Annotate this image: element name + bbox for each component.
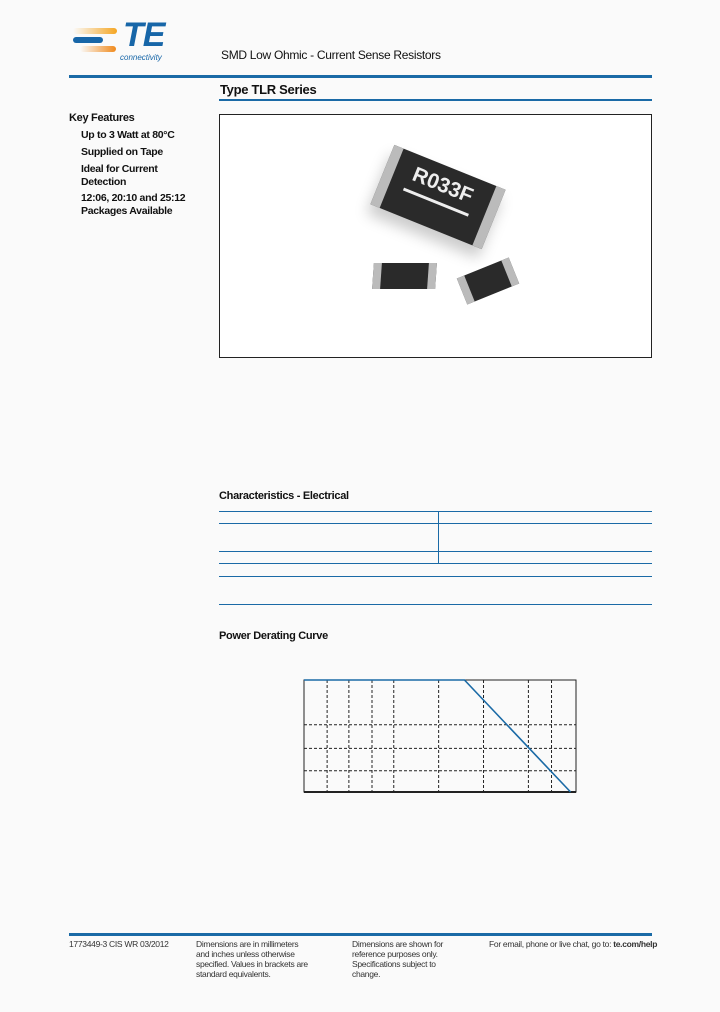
feature-item: 12:06, 20:10 and 25:12 Packages Available: [81, 192, 186, 217]
derating-line: [304, 680, 571, 792]
characteristics-heading: Characteristics - Electrical: [219, 490, 349, 502]
header-rule: [69, 75, 652, 78]
footer-rule: [69, 933, 652, 936]
product-photo: [219, 114, 652, 358]
derating-heading: Power Derating Curve: [219, 630, 328, 642]
feature-item: Supplied on Tape: [81, 146, 163, 158]
key-features-heading: Key Features: [69, 112, 135, 124]
footer-note-1: Dimensions are in millimeters and inches unless otherwise specified. Values in brackets are standard equivalents.: [196, 939, 308, 979]
series-title: Type TLR Series: [220, 82, 317, 97]
help-link[interactable]: te.com/help: [613, 939, 658, 949]
doc-number: 1773449-3 CIS WR 03/2012: [69, 939, 169, 949]
doc-title: SMD Low Ohmic - Current Sense Resistors: [221, 48, 441, 62]
footer-note-2: Dimensions are shown for reference purposes only. Specifications subject to change.: [352, 939, 444, 979]
feature-item: Ideal for Current Detection: [81, 163, 158, 188]
logo-subtext: connectivity: [120, 53, 162, 62]
feature-item: Up to 3 Watt at 80°C: [81, 129, 175, 141]
resistor-marking: R033F: [409, 162, 477, 208]
logo-text: TE: [123, 16, 165, 54]
title-rule: [219, 99, 652, 101]
help-text: For email, phone or live chat, go to:: [489, 939, 614, 949]
derating-chart: [298, 676, 583, 798]
plot-frame: [304, 680, 576, 792]
